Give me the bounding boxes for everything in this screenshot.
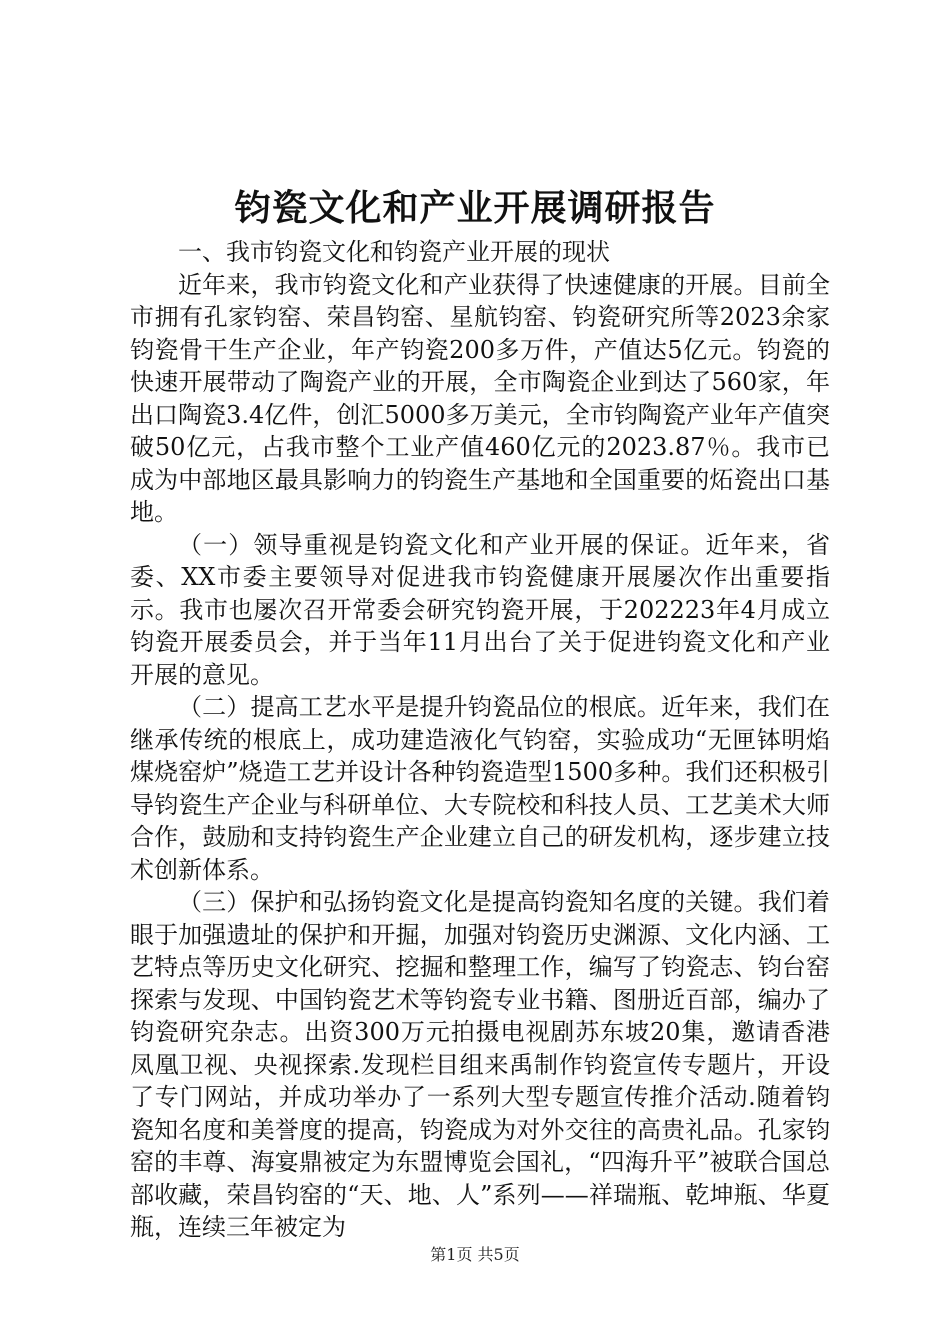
body-paragraph: （三）保护和弘扬钧瓷文化是提高钧瓷知名度的关键。我们着眼于加强遗址的保护和开掘，加强对钧瓷历史渊源、文化内涵、工艺特点等历史文化研究、挖掘和整理工作，编写了钧瓷志、钧台窑探索与发现、中国钧瓷艺术等钧瓷专业书籍、图册近百部，编办了钧瓷研究杂志。出资300万元拍摄电视剧苏东坡20集，邀请香港凤凰卫视、央视探索.发现栏目组来禹制作钧瓷宣传专题片，开设了专门网站，并成功举办了一系列大型专题宣传推介活动.随着钧瓷知名度和美誉度的提高，钧瓷成为对外交往的高贵礼品。孔家钧窑的丰尊、海宴鼎被定为东盟博览会国礼，“四海升平”被联合国总部收藏，荣昌钧窑的“天、地、人”系列——祥瑞瓶、乾坤瓶、华夏瓶，连续三年被定为	[130, 888, 830, 1241]
section-heading: 一、我市钧瓷文化和钧瓷产业开展的现状	[178, 238, 610, 266]
document-body	[130, 236, 830, 1244]
body-paragraph: 近年来，我市钧瓷文化和产业获得了快速健康的开展。目前全市拥有孔家钧窑、荣昌钧窑、星航钧窑、钧瓷研究所等2023余家钧瓷骨干生产企业，年产钧瓷200多万件，产值达5亿元。钧瓷的快速开展带动了陶瓷产业的开展，全市陶瓷企业到达了560家，年出口陶瓷3.4亿件，创汇5000多万美元，全市钧陶瓷产业年产值突破50亿元，占我市整个工业产值460亿元的2023.87％。我市已成为中部地区最具影响力的钧瓷生产基地和全国重要的炻瓷出口基地。	[130, 270, 830, 526]
page-number-footer: 第1页 共5页	[430, 1245, 520, 1264]
document-title: 钧瓷文化和产业开展调研报告	[234, 187, 716, 229]
body-paragraph: （二）提高工艺水平是提升钧瓷品位的根底。近年来，我们在继承传统的根底上，成功建造液化气钧窑，实验成功“无匣钵明焰煤烧窑炉”烧造工艺并设计各种钧瓷造型1500多种。我们还积极引导钧瓷生产企业与科研单位、大专院校和科技人员、工艺美术大师合作，鼓励和支持钧瓷生产企业建立自己的研发机构，逐步建立技术创新体系。	[130, 693, 830, 884]
body-paragraph: （一）领导重视是钧瓷文化和产业开展的保证。近年来，省委、XX市委主要领导对促进我市钧瓷健康开展屡次作出重要指示。我市也屡次召开常委会研究钧瓷开展，于202223年4月成立钧瓷开展委员会，并于当年11月出台了关于促进钧瓷文化和产业开展的意见。	[130, 530, 830, 689]
